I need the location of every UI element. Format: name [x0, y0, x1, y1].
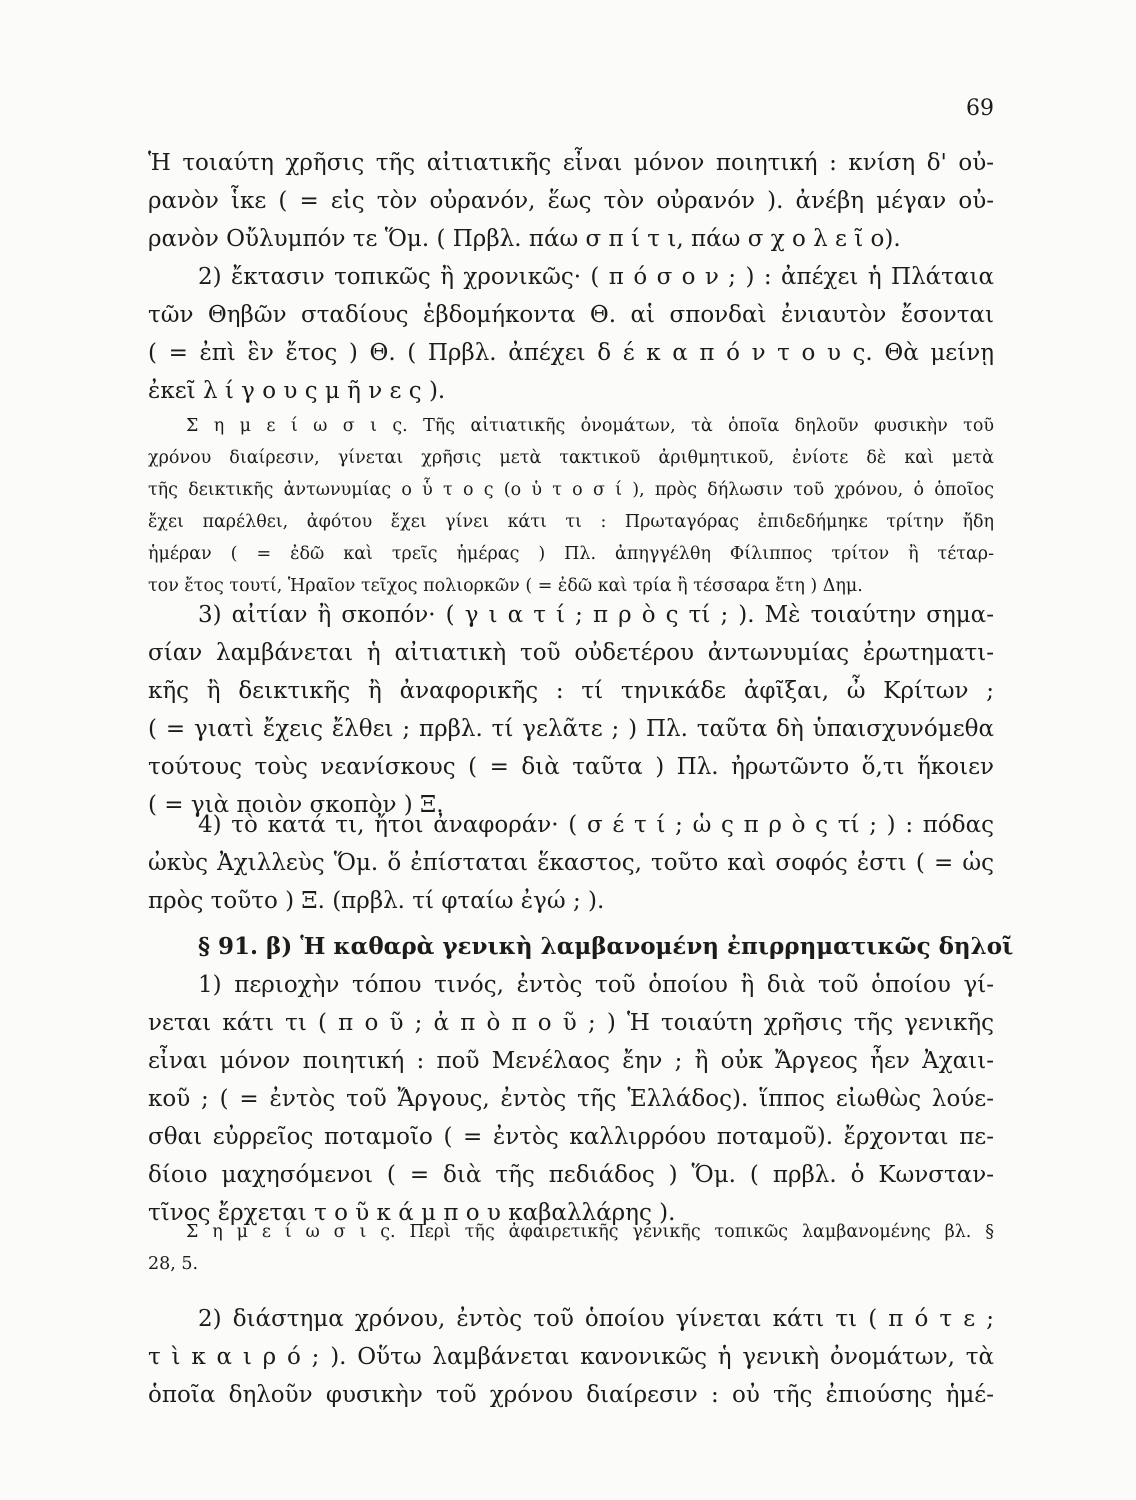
text-line: ρανὸν ἷκε ( = εἰς τὸν οὐρανόν, ἕως τὸν οὐρανόν ). ἀνέβη μέγαν οὐ- — [148, 188, 994, 214]
text-line: τῶν Θηβῶν σταδίους ἑβδομήκοντα Θ. αἱ σπονδαὶ ἐνιαυτὸν ἔσονται — [148, 302, 994, 328]
text-line: ὠκὺς Ἀχιλλεὺς Ὅμ. ὅ ἐπίσταται ἕκαστος, τοῦτο καὶ σοφός ἐστι ( = ὡς — [148, 850, 994, 876]
note-line: ἡμέραν ( = ἐδῶ καὶ τρεῖς ἡμέρας ) Πλ. ἀπηγγέλθη Φίλιππος τρίτον ἢ τέταρ- — [148, 544, 994, 564]
text-line: εἶναι μόνον ποιητική : ποῦ Μενέλαος ἔην ; ἢ οὐκ Ἄργεος ἦεν Ἀχαιι- — [148, 1048, 994, 1074]
text-line: κοῦ ; ( = ἐντὸς τοῦ Ἄργους, ἐντὸς τῆς Ἑλλάδος). ἵππος εἰωθὼς λούε- — [148, 1086, 994, 1112]
note-line: Σ η μ ε ί ω σ ι ς. Περὶ τῆς ἀφαιρετικῆς γενικῆς τοπικῶς λαμβανομένης βλ. § — [186, 1222, 994, 1242]
note-line: ἔχει παρέλθει, ἀφότου ἔχει γίνει κάτι τι : Πρωταγόρας ἐπιδεδήμηκε τρίτην ἤδη — [148, 512, 994, 532]
text-line: ( = γιὰ ποιὸν σκοπὸν ) Ξ. — [148, 792, 444, 818]
note-accusative-time — [148, 410, 994, 602]
text-line: Ἡ τοιαύτη χρῆσις τῆς αἰτιατικῆς εἶναι μόνον ποιητική : κνίση δ' οὐ- — [148, 150, 994, 176]
paragraph-cause-purpose — [148, 596, 994, 824]
text-line: τῖνος ἔρχεται τ ο ῦ κ ά μ π ο υ καβαλλάρης ). — [148, 1200, 676, 1226]
text-line: 3) αἰτίαν ἢ σκοπόν· ( γ ι α τ ί ; π ρ ὸ ς τί ; ). Μὲ τοιαύτην σημα- — [198, 602, 994, 628]
paragraph-time-interval — [148, 1300, 994, 1414]
paragraph-accusative-poetic — [148, 144, 994, 258]
text-line: πρὸς τοῦτο ) Ξ. (πρβλ. τί φταίω ἐγώ ; ). — [148, 888, 605, 914]
text-line: δίοιο μαχησόμενοι ( = διὰ τῆς πεδιάδος ) Ὅμ. ( πρβλ. ὁ Κωνσταν- — [148, 1162, 994, 1188]
section-heading: § 91. β) Ἡ καθαρὰ γενικὴ λαμβανομένη ἐπιρρηματικῶς δηλοῖ — [198, 933, 1014, 960]
note-line: χρόνου διαίρεσιν, γίνεται χρῆσις μετὰ τακτικοῦ ἀριθμητικοῦ, ἐνίοτε δὲ καὶ μετὰ — [148, 448, 994, 468]
note-ablative-genitive — [148, 1216, 994, 1280]
text-line: ἐκεῖ λ ί γ ο υ ς μ ῆ ν ε ς ). — [148, 378, 446, 404]
note-line: 28, 5. — [148, 1254, 199, 1274]
text-line: τούτους τοὺς νεανίσκους ( = διὰ ταῦτα ) Πλ. ἠρωτῶντο ὅ,τι ἥκοιεν — [148, 754, 994, 780]
text-line: κῆς ἢ δεικτικῆς ἢ ἀναφορικῆς : τί τηνικάδε ἀφῖξαι, ὦ Κρίτων ; — [148, 678, 994, 704]
text-line: σθαι εὐρρεῖος ποταμοῖο ( = ἐντὸς καλλιρρόου ποταμοῦ). ἔρχονται πε- — [148, 1124, 994, 1150]
text-line: ( = γιατὶ ἔχεις ἔλθει ; πρβλ. τί γελᾶτε ; ) Πλ. ταῦτα δὴ ὑπαισχυνόμεθα — [148, 716, 994, 742]
note-line: τον ἔτος τουτί, Ἡραῖον τεῖχος πολιορκῶν ( = ἐδῶ καὶ τρία ἢ τέσσαρα ἔτη ) Δημ. — [148, 576, 863, 596]
text-line: ὁποῖα δηλοῦν φυσικὴν τοῦ χρόνου διαίρεσιν : οὐ τῆς ἐπιούσης ἡμέ- — [148, 1382, 994, 1408]
section-91 — [148, 928, 1014, 1232]
page-number: 69 — [966, 96, 994, 121]
text-line: 2) διάστημα χρόνου, ἐντὸς τοῦ ὁποίου γίνεται κάτι τι ( π ό τ ε ; — [198, 1306, 994, 1332]
text-line: 4) τὸ κατά τι, ἤτοι ἀναφοράν· ( σ έ τ ί ; ὡ ς π ρ ὸ ς τί ; ) : πόδας — [198, 812, 994, 838]
text-line: σίαν λαμβάνεται ἡ αἰτιατικὴ τοῦ οὐδετέρου ἀντωνυμίας ἐρωτηματι- — [148, 640, 994, 666]
text-line: τ ὶ κ α ι ρ ό ; ). Οὕτω λαμβάνεται κανονικῶς ἡ γενικὴ ὀνομάτων, τὰ — [148, 1344, 994, 1370]
note-line: Σ η μ ε ί ω σ ι ς. Τῆς αἰτιατικῆς ὀνομάτων, τὰ ὁποῖα δηλοῦν φυσικὴν τοῦ — [186, 416, 994, 436]
paragraph-respect — [148, 806, 994, 920]
text-line: ρανὸν Οὔλυμπόν τε Ὅμ. ( Πρβλ. πάω σ π ί τ ι, πάω σ χ ο λ ε ῖ ο). — [148, 226, 901, 252]
text-line: 1) περιοχὴν τόπου τινός, ἐντὸς τοῦ ὁποίου ἢ διὰ τοῦ ὁποίου γί- — [198, 972, 994, 998]
text-line: 2) ἔκτασιν τοπικῶς ἢ χρονικῶς· ( π ό σ ο ν ; ) : ἀπέχει ἡ Πλάταια — [198, 264, 994, 290]
text-line: νεται κάτι τι ( π ο ῦ ; ἀ π ὸ π ο ῦ ; ) Ἡ τοιαύτη χρῆσις τῆς γενικῆς — [148, 1010, 994, 1036]
text-line: ( = ἐπὶ ἓν ἔτος ) Θ. ( Πρβλ. ἀπέχει δ έ κ α π ό ν τ ο υ ς. Θὰ μείνῃ — [148, 340, 994, 366]
note-line: τῆς δεικτικῆς ἀντωνυμίας ο ὗ τ ο ς (ο ὑ τ ο σ ί ), πρὸς δήλωσιν τοῦ χρόνου, ὁ ὁποῖος — [148, 480, 994, 500]
paragraph-extent — [148, 258, 994, 410]
